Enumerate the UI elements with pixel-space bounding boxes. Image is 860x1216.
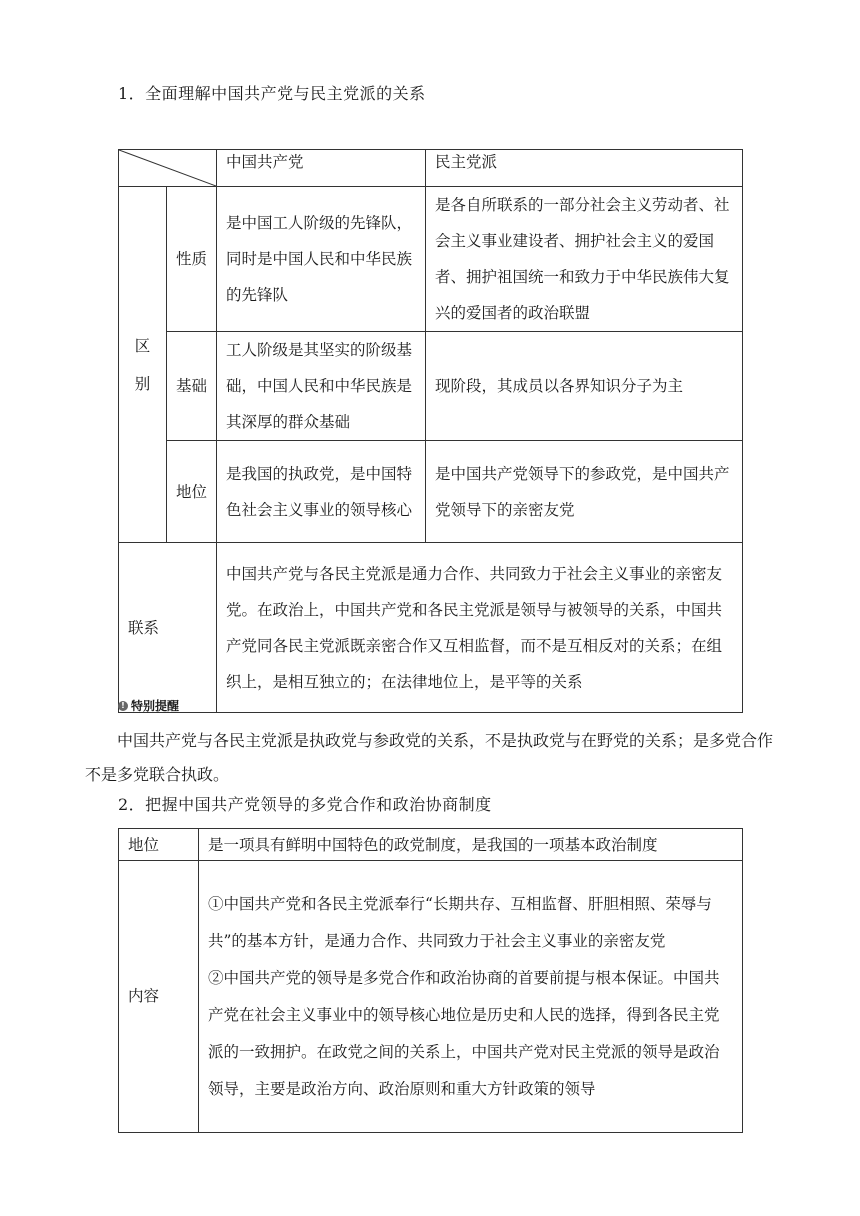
section1-heading: 1．全面理解中国共产党与民主党派的关系 xyxy=(118,84,426,103)
header-dem: 民主党派 xyxy=(426,150,743,187)
table-row xyxy=(119,332,743,441)
diagonal-header-cell xyxy=(119,150,217,187)
tip-paragraph: 中国共产党与各民主党派是执政党与参政党的关系，不是执政党与在野党的关系；是多党合作不是多党联合执政。 xyxy=(85,731,774,784)
content-para-1: ①中国共产党和各民主党派奉行“长期共存、互相监督、肝胆相照、荣辱与共”的基本方针，是通力合作、共同致力于社会主义事业的亲密友党 xyxy=(208,894,712,950)
table-row xyxy=(119,543,743,713)
row-label-status: 地位 xyxy=(167,441,217,543)
status2-text: 是一项具有鲜明中国特色的政党制度，是我国的一项基本政治制度 xyxy=(199,829,743,861)
cpc-basis: 工人阶级是其坚实的阶级基础，中国人民和中华民族是其深厚的群众基础 xyxy=(217,332,426,441)
comparison-table xyxy=(118,149,743,713)
tip-label xyxy=(118,697,179,714)
row-label-nature: 性质 xyxy=(167,187,217,332)
row-label-basis: 基础 xyxy=(167,332,217,441)
row-label-content: 内容 xyxy=(119,861,199,1133)
row-label-link: 联系 xyxy=(119,543,217,713)
link-text: 中国共产党与各民主党派是通力合作、共同致力于社会主义事业的亲密友党。在政治上，中国共产党和各民主党派是领导与被领导的关系，中国共产党同各民主党派既亲密合作又互相监督，而不是互相反对的关系；在组织上，是相互独立的；在法律地位上，是平等的关系 xyxy=(217,543,743,713)
table-row xyxy=(119,829,743,861)
header-cpc: 中国共产党 xyxy=(217,150,426,187)
dem-basis: 现阶段，其成员以各界知识分子为主 xyxy=(426,332,743,441)
table-row xyxy=(119,861,743,1133)
exclamation-icon: ! xyxy=(118,701,128,711)
cpc-status: 是我国的执政党，是中国特色社会主义事业的领导核心 xyxy=(217,441,426,543)
section2-heading: 2．把握中国共产党领导的多党合作和政治协商制度 xyxy=(118,795,492,814)
table-row xyxy=(119,441,743,543)
tip-label-text: 特别提醒 xyxy=(131,699,180,713)
content-cell xyxy=(199,861,743,1133)
dem-status: 是中国共产党领导下的参政党，是中国共产党领导下的亲密友党 xyxy=(426,441,743,543)
table-header-row xyxy=(119,150,743,187)
row-label-status2: 地位 xyxy=(119,829,199,861)
dem-nature: 是各自所联系的一部分社会主义劳动者、社会主义事业建设者、拥护社会主义的爱国者、拥护祖国统一和致力于中华民族伟大复兴的爱国者的政治联盟 xyxy=(426,187,743,332)
system-table xyxy=(118,828,743,1133)
content-para-2: ②中国共产党的领导是多党合作和政治协商的首要前提与根本保证。中国共产党在社会主义事业中的领导核心地位是历史和人民的选择，得到各民主党派的一致拥护。在政党之间的关系上，中国共产党对民主党派的领导是政治领导，主要是政治方向、政治原则和重大方针政策的领导 xyxy=(208,968,720,1098)
cpc-nature: 是中国工人阶级的先锋队，同时是中国人民和中华民族的先锋队 xyxy=(217,187,426,332)
table-row xyxy=(119,187,743,332)
group-label-diff: 区别 xyxy=(119,187,167,543)
